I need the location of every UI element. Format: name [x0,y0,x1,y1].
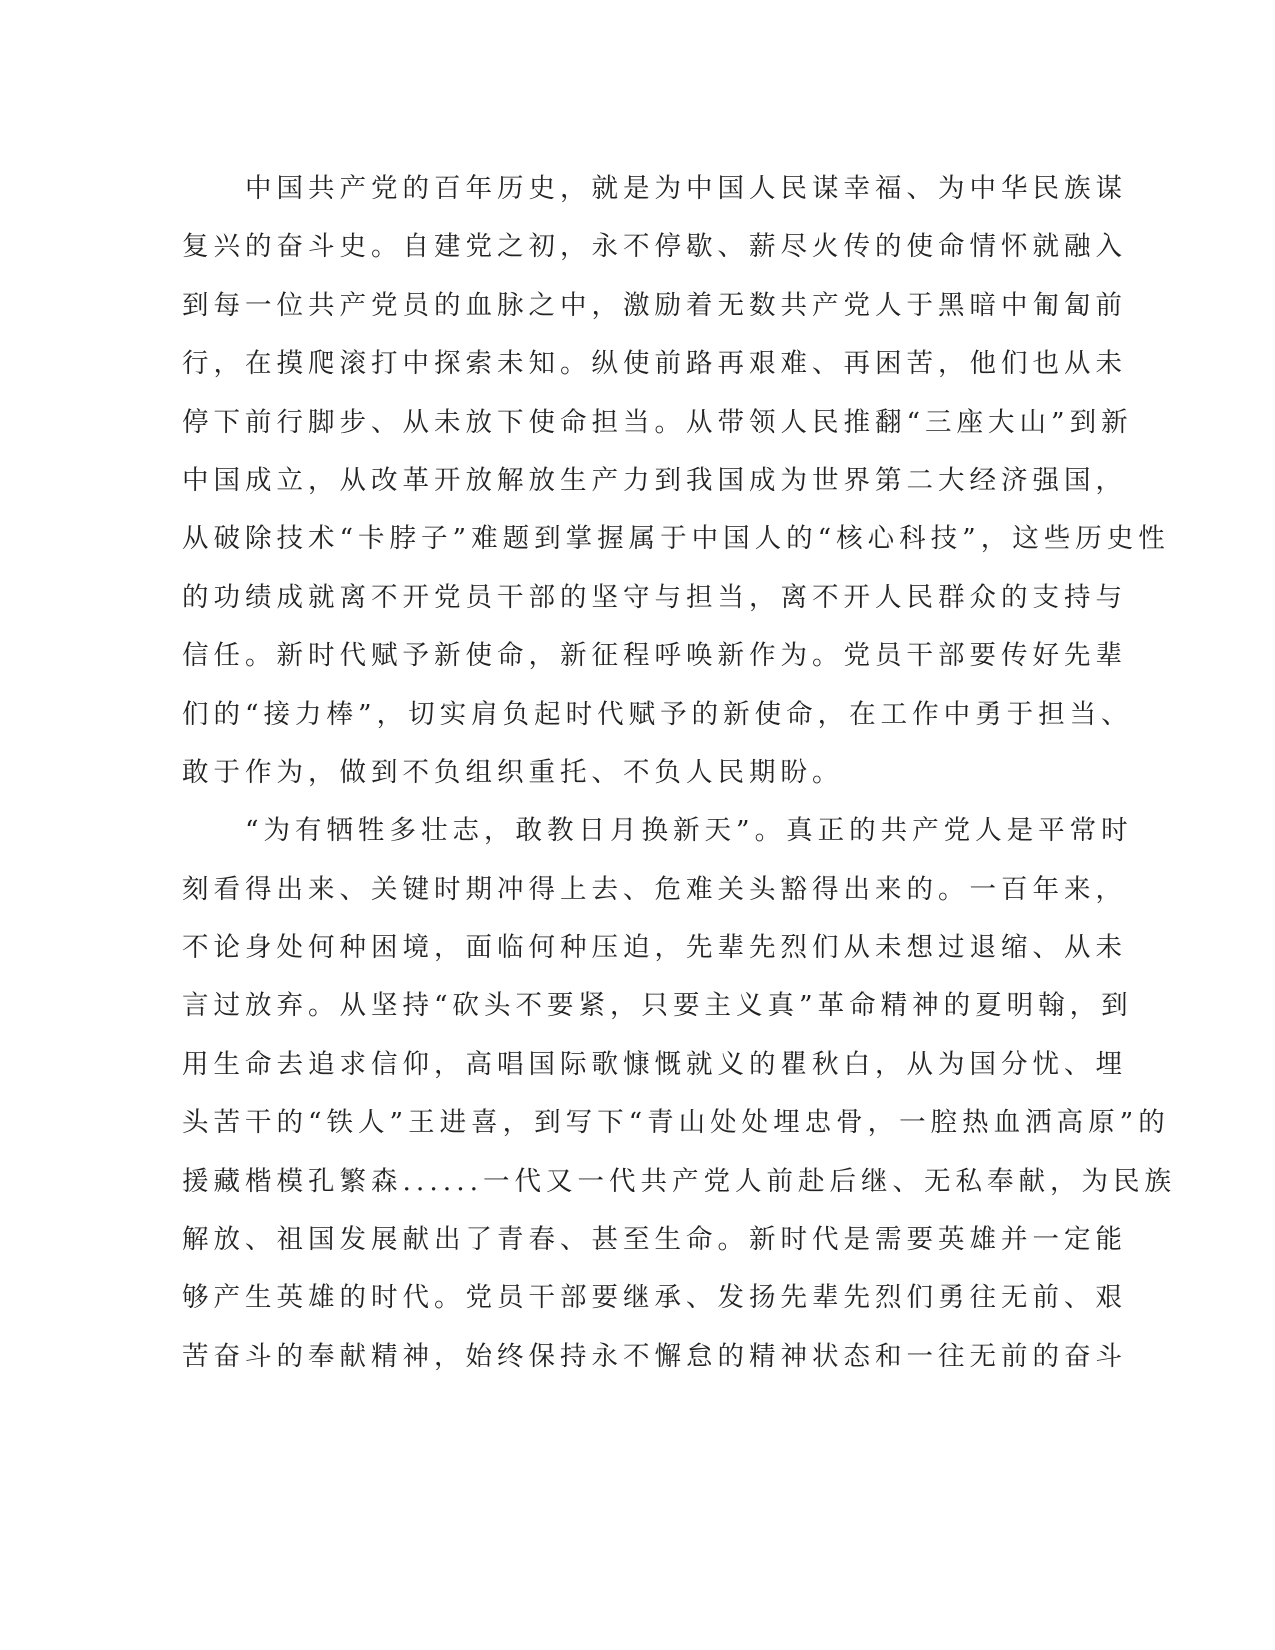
text-line: 停下前行脚步、从未放下使命担当。从带领人民推翻“三座大山”到新 [182,406,1133,438]
text-line: 够产生英雄的时代。党员干部要继承、发扬先辈先烈们勇往无前、艰 [182,1282,1127,1314]
text-line: 从破除技术“卡脖子”难题到掌握属于中国人的“核心科技”，这些历史性 [182,523,1170,555]
text-line: 的功绩成就离不开党员干部的坚守与担当，离不开人民群众的支持与 [182,581,1127,613]
text-line: 用生命去追求信仰，高唱国际歌慷慨就义的瞿秋白，从为国分忧、埋 [182,1048,1127,1080]
text-line: 复兴的奋斗史。自建党之初，永不停歇、薪尽火传的使命情怀就融入 [182,231,1127,263]
text-line: 解放、祖国发展献出了青春、甚至生命。新时代是需要英雄并一定能 [182,1224,1127,1256]
text-line: 信任。新时代赋予新使命，新征程呼唤新作为。党员干部要传好先辈 [182,640,1127,672]
text-line: 到每一位共产党员的血脉之中，激励着无数共产党人于黑暗中匍匐前 [182,289,1127,321]
text-line: 头苦干的“铁人”王进喜，到写下“青山处处埋忠骨，一腔热血洒高原”的 [182,1107,1170,1139]
text-line: 不论身处何种困境，面临何种压迫，先辈先烈们从未想过退缩、从未 [182,932,1127,964]
text-line: 们的“接力棒”，切实肩负起时代赋予的新使命，在工作中勇于担当、 [182,698,1133,730]
text-line: “为有牺牲多壮志，敢教日月换新天”。真正的共产党人是平常时 [182,815,1133,847]
text-line: 援藏楷模孔繁森......一代又一代共产党人前赴后继、无私奉献，为民族 [182,1165,1177,1197]
text-line: 言过放弃。从坚持“砍头不要紧，只要主义真”革命精神的夏明翰，到 [182,990,1133,1022]
text-line: 刻看得出来、关键时期冲得上去、危难关头豁得出来的。一百年来， [182,873,1127,905]
text-line: 中国共产党的百年历史，就是为中国人民谋幸福、为中华民族谋 [182,173,1127,204]
body-text [182,160,1177,1386]
text-line: 敢于作为，做到不负组织重托、不负人民期盼。 [182,756,844,788]
text-line: 苦奋斗的奉献精神，始终保持永不懈怠的精神状态和一往无前的奋斗 [182,1340,1127,1372]
text-line: 中国成立，从改革开放解放生产力到我国成为世界第二大经济强国， [182,464,1127,496]
text-line: 行，在摸爬滚打中探索未知。纵使前路再艰难、再困苦，他们也从未 [182,348,1127,380]
